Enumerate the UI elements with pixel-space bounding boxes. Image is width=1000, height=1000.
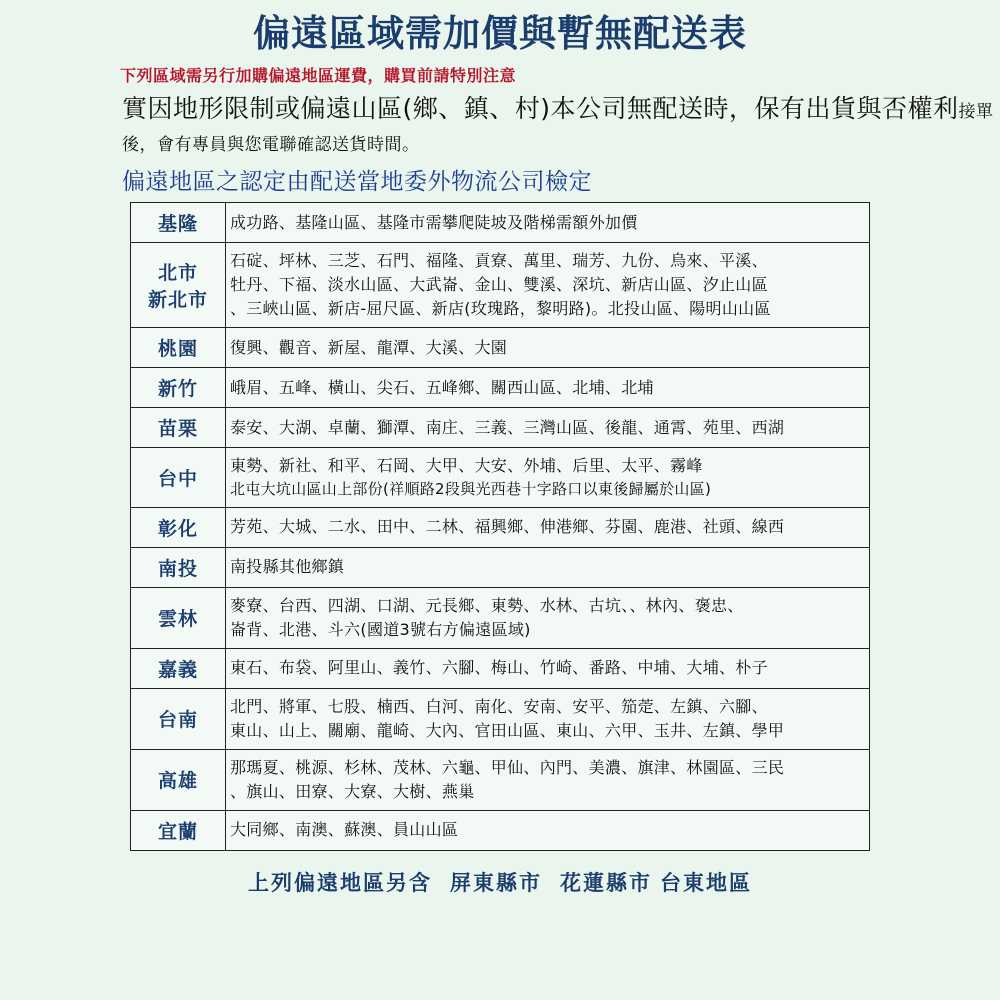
region-area-line: 復興、觀音、新屋、龍潭、大溪、大園 — [230, 337, 508, 357]
subtitle-warning: 下列區域需另行加購偏遠地區運費，購買前請特別注意 — [120, 65, 517, 85]
region-area-line: 、三峽山區、新店-屈尺區、新店(玫瑰路，黎明路)。北投山區、陽明山山區 — [230, 299, 771, 319]
region-area-line: 泰安、大湖、卓蘭、獅潭、南庄、三義、三灣山區、後龍、通霄、苑里、西湖 — [230, 417, 785, 437]
table-row — [131, 368, 870, 408]
policy-paragraph — [0, 86, 1000, 160]
region-area-line: 那瑪夏、桃源、杉林、茂林、六龜、甲仙、內門、美濃、旗津、林園區、三民 — [230, 757, 785, 777]
region-name: 高雄 — [131, 749, 226, 810]
region-area-line: 崙背、北港、斗六(國道3號右方偏遠區域) — [230, 619, 531, 639]
table-row — [131, 408, 870, 448]
region-name: 宜蘭 — [131, 810, 226, 850]
region-name: 桃園 — [131, 328, 226, 368]
regions-table-wrapper — [130, 202, 870, 851]
region-area-line: 大同鄉、南澳、蘇澳、員山山區 — [230, 820, 459, 840]
regions-table — [130, 202, 870, 851]
table-row — [131, 203, 870, 243]
region-name: 基隆 — [131, 203, 226, 243]
region-area-line: 東石、布袋、阿里山、義竹、六腳、梅山、竹崎、番路、中埔、大埔、朴子 — [230, 658, 768, 678]
table-row — [131, 587, 870, 648]
region-areas — [226, 328, 870, 368]
region-areas — [226, 547, 870, 587]
region-areas — [226, 810, 870, 850]
region-area-line: 北屯大坑山區山上部份(祥順路2段與光西巷十字路口以東後歸屬於山區) — [230, 480, 712, 499]
page-title: 偏遠區域需加價與暫無配送表 — [253, 12, 747, 55]
region-area-line: 峨眉、五峰、橫山、尖石、五峰鄉、關西山區、北埔、北埔 — [230, 377, 654, 397]
footer-item-hualien: 花蓮縣市 — [560, 870, 652, 895]
footer-item-pingtung: 屏東縣市 — [450, 870, 542, 895]
region-areas — [226, 749, 870, 810]
table-row — [131, 328, 870, 368]
definition-note: 偏遠地區之認定由配送當地委外物流公司檢定 — [122, 169, 592, 196]
region-areas — [226, 243, 870, 328]
table-row — [131, 243, 870, 328]
footer-item-taitung: 台東地區 — [660, 870, 752, 895]
table-row — [131, 507, 870, 547]
region-areas — [226, 688, 870, 749]
region-name: 新竹 — [131, 368, 226, 408]
table-row — [131, 648, 870, 688]
region-area-line: 東山、山上、關廟、龍崎、大內、官田山區、東山、六甲、玉井、左鎮、學甲 — [230, 720, 785, 740]
region-name: 苗栗 — [131, 408, 226, 448]
region-area-line: 牡丹、下福、淡水山區、大武崙、金山、雙溪、深坑、新店山區、汐止山區 — [230, 275, 768, 295]
region-area-line: 北門、將軍、七股、楠西、白河、南化、安南、安平、笳萣、左鎮、六腳、 — [230, 696, 768, 716]
region-name: 台南 — [131, 688, 226, 749]
footer-prefix: 上列偏遠地區另含 — [248, 870, 432, 895]
region-name: 雲林 — [131, 587, 226, 648]
footer-note — [0, 851, 1000, 897]
policy-main-text: 實因地形限制或偏遠山區(鄉、鎮、村)本公司無配送時，保有出貨與否權利 — [122, 93, 959, 123]
region-areas — [226, 648, 870, 688]
region-name: 南投 — [131, 547, 226, 587]
region-area-line: 麥寮、台西、四湖、口湖、元長鄉、東勢、水林、古坑、、林內、褒忠、 — [230, 595, 744, 615]
region-area-line: 南投縣其他鄉鎮 — [230, 557, 345, 577]
region-area-line: 芳苑、大城、二水、田中、二林、福興鄉、伸港鄉、芬園、鹿港、社頭、線西 — [230, 517, 785, 537]
table-row — [131, 749, 870, 810]
region-areas — [226, 448, 870, 508]
region-areas — [226, 368, 870, 408]
region-area-line: 東勢、新社、和平、石岡、大甲、大安、外埔、后里、太平、霧峰 — [230, 456, 703, 476]
region-area-line: 石碇、坪林、三芝、石門、福隆、貢寮、萬里、瑞芳、九份、烏來、平溪、 — [230, 251, 768, 271]
region-name: 嘉義 — [131, 648, 226, 688]
region-areas — [226, 408, 870, 448]
region-name — [131, 243, 226, 328]
table-row — [131, 688, 870, 749]
region-area-line: 成功路、基隆山區、基隆市需攀爬陡坡及階梯需額外加價 — [230, 212, 638, 232]
region-areas — [226, 587, 870, 648]
table-row — [131, 810, 870, 850]
region-name-line: 北市 — [157, 262, 198, 285]
region-areas — [226, 507, 870, 547]
region-name: 彰化 — [131, 507, 226, 547]
table-row — [131, 547, 870, 587]
region-areas — [226, 203, 870, 243]
region-name-line: 新北市 — [147, 289, 208, 312]
region-area-line: 、旗山、田寮、大寮、大樹、燕巢 — [230, 781, 475, 801]
region-name: 台中 — [131, 448, 226, 508]
policy-small-text: 接單後，會有專員與您電聯確認送貨時間。 — [122, 101, 994, 156]
table-row — [131, 448, 870, 508]
